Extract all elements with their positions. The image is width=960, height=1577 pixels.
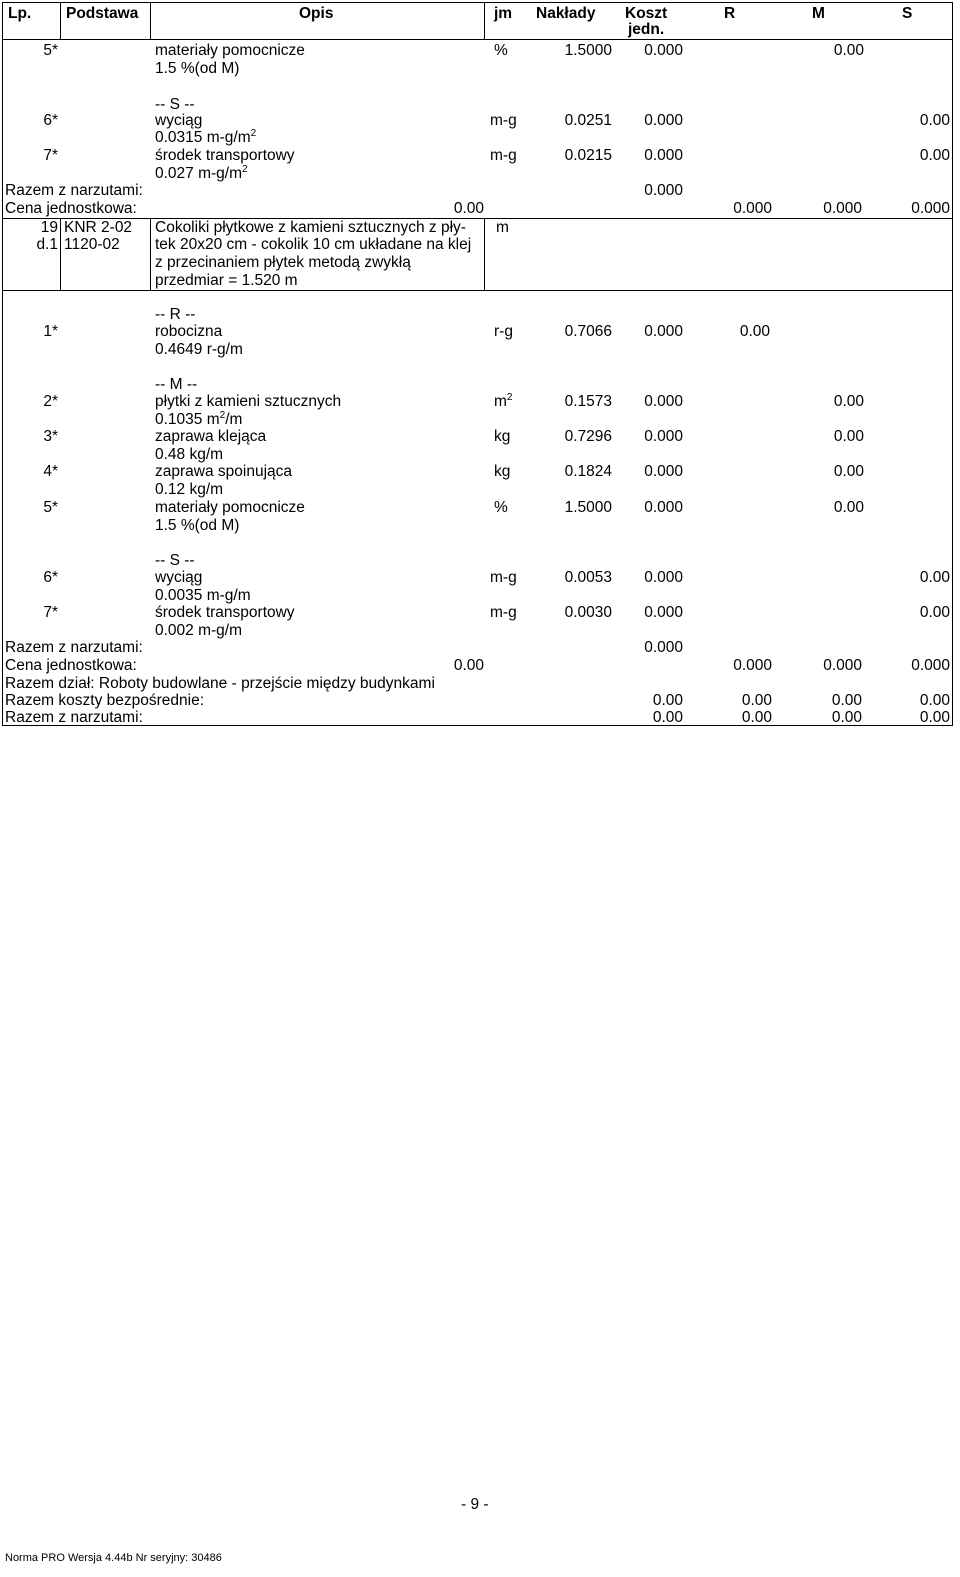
resource-norm: 1.5 %(od M) bbox=[155, 517, 240, 534]
resource-unit-cost: 0.000 bbox=[644, 42, 683, 59]
resource-unit-cost: 0.000 bbox=[644, 569, 683, 586]
resource-quantity: 0.0215 bbox=[564, 147, 612, 164]
resource-norm: 0.4649 r-g/m bbox=[155, 341, 243, 358]
grand-total-m: 0.00 bbox=[831, 709, 862, 726]
unit-price-m: 0.000 bbox=[823, 200, 862, 217]
resource-value: 0.00 bbox=[833, 42, 864, 59]
resource-norm: 0.48 kg/m bbox=[155, 446, 224, 463]
item-quantity: przedmiar = 1.520 m bbox=[155, 272, 298, 289]
unit-price-r: 0.000 bbox=[733, 657, 772, 674]
col-sep bbox=[60, 2, 61, 39]
row-lp: 3* bbox=[43, 428, 58, 445]
resource-norm: 0.002 m-g/m bbox=[155, 622, 243, 639]
section-s-label: -- S -- bbox=[155, 552, 195, 569]
resource-name: robocizna bbox=[155, 323, 223, 340]
resource-value: 0.00 bbox=[919, 569, 950, 586]
grand-total-label: Razem z narzutami: bbox=[5, 709, 143, 726]
resource-norm: 1.5 %(od M) bbox=[155, 60, 240, 77]
col-sep bbox=[150, 218, 151, 290]
resource-quantity: 0.7296 bbox=[564, 428, 612, 445]
resource-unit-cost: 0.000 bbox=[644, 499, 683, 516]
resource-value: 0.00 bbox=[833, 393, 864, 410]
resource-unit-cost: 0.000 bbox=[644, 112, 683, 129]
resource-norm: 0.1035 $m^2/m$ bbox=[155, 409, 243, 428]
unit-price-label: Cena jednostkowa: bbox=[5, 657, 137, 674]
col-header-r: R bbox=[724, 5, 736, 22]
unit-price-s: 0.000 bbox=[911, 657, 950, 674]
resource-unit: % bbox=[494, 499, 508, 516]
resource-unit: m-g bbox=[490, 569, 517, 586]
row-lp: 4* bbox=[43, 463, 58, 480]
resource-quantity: 0.0053 bbox=[564, 569, 612, 586]
resource-name: materiały pomocnicze bbox=[155, 499, 305, 516]
resource-quantity: 1.5000 bbox=[564, 499, 612, 516]
col-header-podstawa: Podstawa bbox=[66, 5, 139, 22]
resource-unit: kg bbox=[494, 428, 511, 445]
section-total-label: Razem dział: Roboty budowlane - przejście między budynkami bbox=[5, 675, 435, 692]
resource-unit: kg bbox=[494, 463, 511, 480]
table-right-border bbox=[952, 2, 953, 725]
header-bottom-border bbox=[2, 39, 953, 40]
resource-unit-cost: 0.000 bbox=[644, 147, 683, 164]
section-m-label: -- M -- bbox=[155, 376, 198, 393]
col-sep bbox=[484, 218, 485, 290]
grand-total-r: 0.00 bbox=[741, 709, 772, 726]
resource-unit: % bbox=[494, 42, 508, 59]
col-header-s: S bbox=[902, 5, 913, 22]
resource-quantity: 0.0030 bbox=[564, 604, 612, 621]
resource-norm: 0.0315 $m-g/m^2$ bbox=[155, 127, 257, 146]
section-r-label: -- R -- bbox=[155, 306, 196, 323]
resource-unit-cost: 0.000 bbox=[644, 393, 683, 410]
resource-value: 0.00 bbox=[833, 499, 864, 516]
resource-unit-cost: 0.000 bbox=[644, 463, 683, 480]
resource-unit: r-g bbox=[494, 323, 513, 340]
resource-unit-cost: 0.000 bbox=[644, 604, 683, 621]
resource-value: 0.00 bbox=[739, 323, 770, 340]
resource-name: zaprawa spoinująca bbox=[155, 463, 293, 480]
resource-unit: $m^2$ bbox=[494, 391, 513, 410]
row-lp: 6* bbox=[43, 112, 58, 129]
item-number-suffix: d.1 bbox=[36, 236, 58, 253]
col-header-koszt: Koszt bbox=[625, 5, 668, 22]
unit-price-m: 0.000 bbox=[823, 657, 862, 674]
col-header-opis: Opis bbox=[299, 5, 334, 22]
software-footer: Norma PRO Wersja 4.44b Nr seryjny: 30486 bbox=[5, 1552, 222, 1564]
col-sep bbox=[150, 2, 151, 39]
item-description: z przecinaniem płytek metodą zwykłą bbox=[155, 254, 411, 271]
resource-unit-cost: 0.000 bbox=[644, 323, 683, 340]
resource-unit: m-g bbox=[490, 147, 517, 164]
unit-price-s: 0.000 bbox=[911, 200, 950, 217]
resource-name: płytki z kamieni sztucznych bbox=[155, 393, 342, 410]
row-lp: 6* bbox=[43, 569, 58, 586]
resource-name: środek transportowy bbox=[155, 604, 295, 621]
col-sep bbox=[484, 2, 485, 39]
table-top-border bbox=[2, 2, 953, 3]
item-description: tek 20x20 cm - cokolik 10 cm układane na klej bbox=[155, 236, 472, 253]
subtotal-unit-cost: 0.000 bbox=[644, 182, 683, 199]
resource-name: materiały pomocnicze bbox=[155, 42, 305, 59]
row-lp: 7* bbox=[43, 147, 58, 164]
resource-quantity: 0.1573 bbox=[564, 393, 612, 410]
direct-costs-s: 0.00 bbox=[919, 692, 950, 709]
direct-costs-r: 0.00 bbox=[741, 692, 772, 709]
table-bottom-border bbox=[2, 725, 953, 726]
resource-name: zaprawa klejąca bbox=[155, 428, 267, 445]
resource-norm: 0.12 kg/m bbox=[155, 481, 224, 498]
item-row-top-border bbox=[2, 218, 953, 219]
row-lp: 5* bbox=[43, 42, 58, 59]
grand-total-s: 0.00 bbox=[919, 709, 950, 726]
col-header-jm: jm bbox=[494, 5, 513, 22]
item-base-code: 1120-02 bbox=[64, 236, 120, 253]
resource-value: 0.00 bbox=[919, 604, 950, 621]
subtotal-unit-cost: 0.000 bbox=[644, 639, 683, 656]
resource-quantity: 0.1824 bbox=[564, 463, 612, 480]
row-lp: 5* bbox=[43, 499, 58, 516]
resource-unit: m-g bbox=[490, 112, 517, 129]
row-lp: 7* bbox=[43, 604, 58, 621]
unit-price-value: 0.00 bbox=[453, 657, 484, 674]
item-base: KNR 2-02 bbox=[64, 219, 133, 236]
unit-price-label: Cena jednostkowa: bbox=[5, 200, 137, 217]
unit-price-value: 0.00 bbox=[453, 200, 484, 217]
item-number: 19 bbox=[40, 219, 58, 236]
col-header-lp: Lp. bbox=[8, 5, 32, 22]
item-unit: m bbox=[496, 219, 509, 236]
resource-name: wyciąg bbox=[155, 569, 203, 586]
subtotal-label: Razem z narzutami: bbox=[5, 639, 143, 656]
resource-value: 0.00 bbox=[833, 428, 864, 445]
direct-costs-m: 0.00 bbox=[831, 692, 862, 709]
subtotal-label: Razem z narzutami: bbox=[5, 182, 143, 199]
resource-value: 0.00 bbox=[919, 147, 950, 164]
unit-price-r: 0.000 bbox=[733, 200, 772, 217]
item-description: Cokoliki płytkowe z kamieni sztucznych z pły- bbox=[155, 219, 466, 236]
resource-norm: 0.0035 m-g/m bbox=[155, 587, 251, 604]
resource-quantity: 0.0251 bbox=[564, 112, 612, 129]
grand-total: 0.00 bbox=[652, 709, 683, 726]
resource-name: środek transportowy bbox=[155, 147, 295, 164]
row-lp: 2* bbox=[43, 393, 58, 410]
page-number: - 9 - bbox=[461, 1496, 489, 1513]
col-header-koszt-jedn: jedn. bbox=[628, 21, 665, 38]
resource-value: 0.00 bbox=[919, 112, 950, 129]
resource-quantity: 1.5000 bbox=[564, 42, 612, 59]
resource-norm: 0.027 $m-g/m^2$ bbox=[155, 163, 248, 182]
table-left-border bbox=[2, 2, 3, 725]
col-header-naklady: Nakłady bbox=[536, 5, 596, 22]
resource-name: wyciąg bbox=[155, 112, 203, 129]
resource-value: 0.00 bbox=[833, 463, 864, 480]
row-lp: 1* bbox=[43, 323, 58, 340]
direct-costs-total: 0.00 bbox=[652, 692, 683, 709]
col-header-m: M bbox=[812, 5, 825, 22]
resource-quantity: 0.7066 bbox=[564, 323, 612, 340]
resource-unit: m-g bbox=[490, 604, 517, 621]
item-row-bottom-border bbox=[2, 290, 953, 291]
resource-unit-cost: 0.000 bbox=[644, 428, 683, 445]
section-s-label: -- S -- bbox=[155, 96, 195, 113]
col-sep bbox=[60, 218, 61, 290]
direct-costs-label: Razem koszty bezpośrednie: bbox=[5, 692, 205, 709]
